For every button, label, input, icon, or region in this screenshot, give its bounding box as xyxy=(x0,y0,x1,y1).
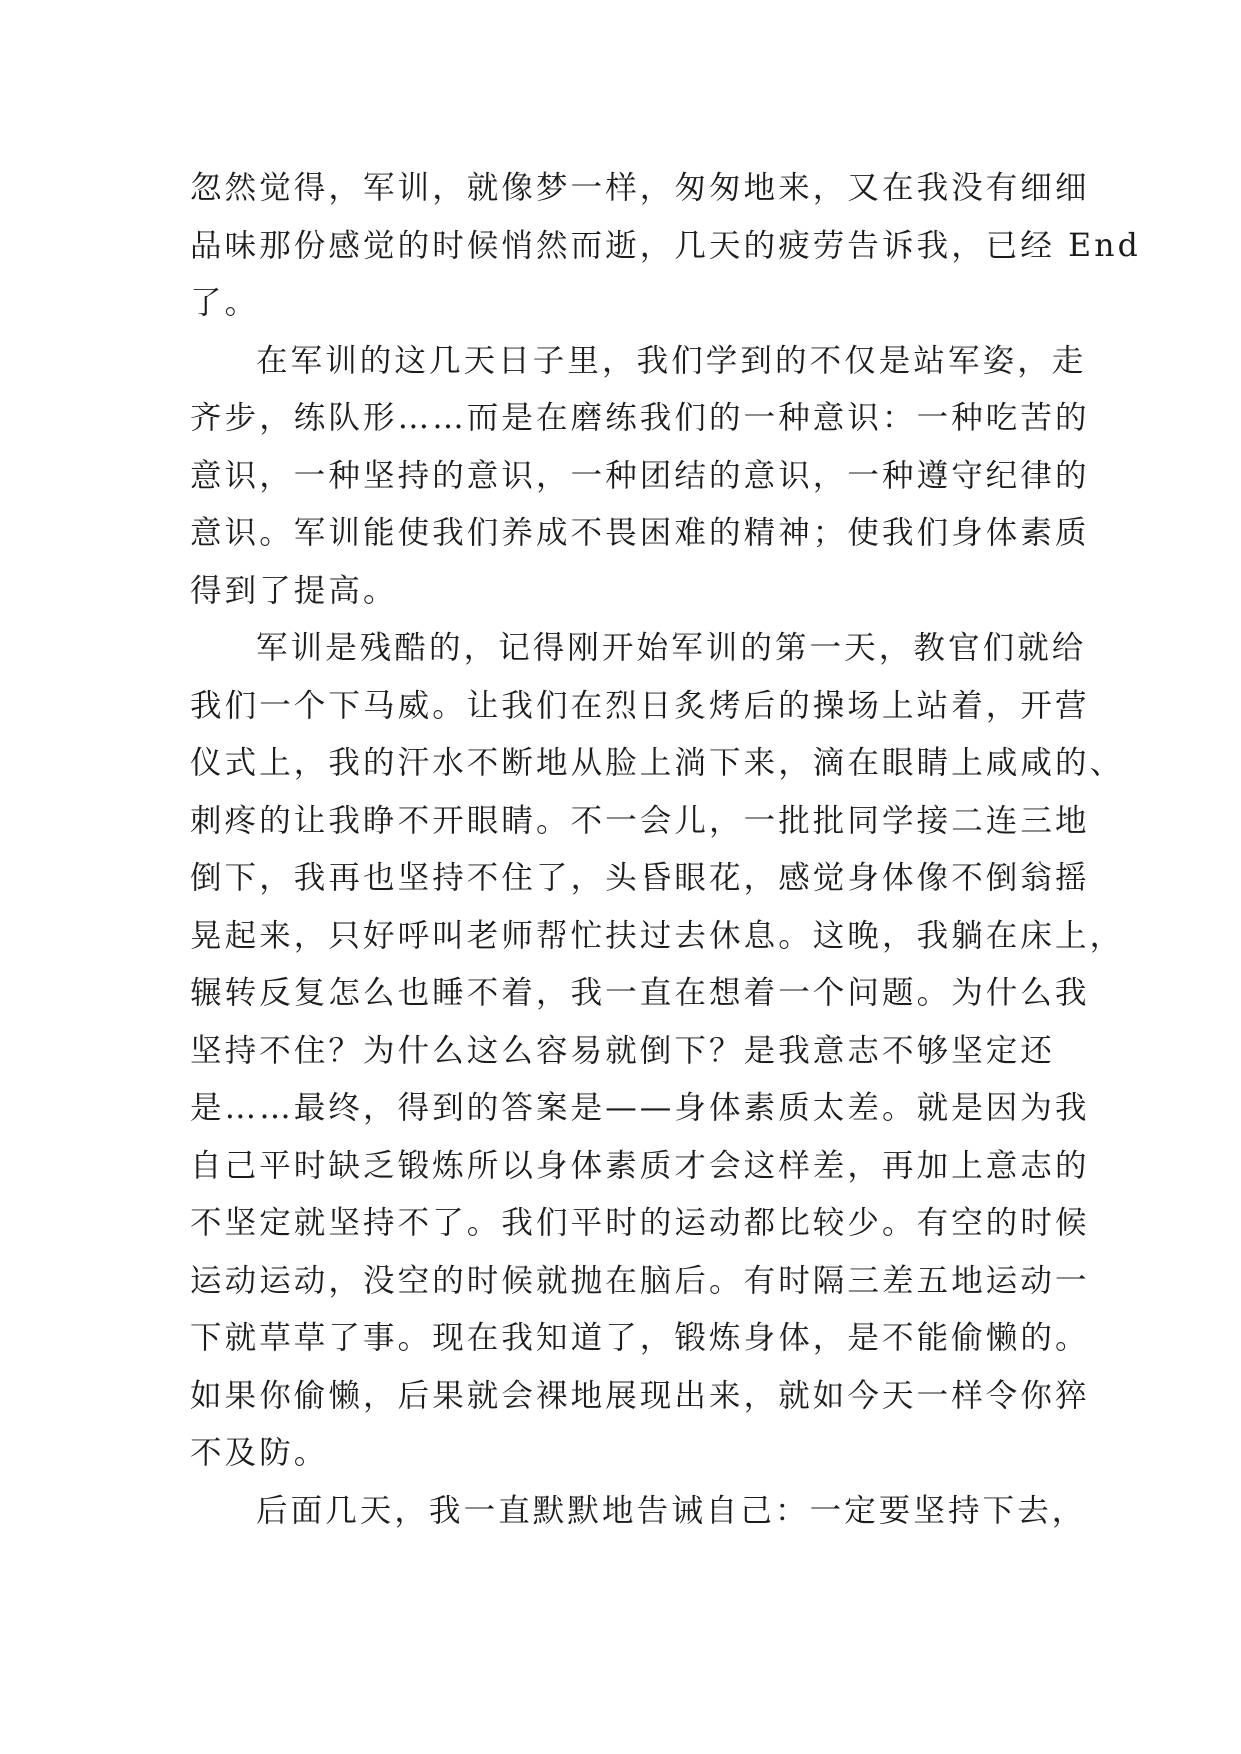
text-line: 辗转反复怎么也睡不着，我一直在想着一个问题。为什么我 xyxy=(190,975,1090,1011)
paragraph-1 xyxy=(190,160,1141,333)
text-line: 意识，一种坚持的意识，一种团结的意识，一种遵守纪律的 xyxy=(190,457,1090,494)
paragraph-3 xyxy=(190,620,1125,1483)
text-line: 在军训的这几天日子里，我们学到的不仅是站军姿，走 xyxy=(256,342,1087,379)
text-line: 是……最终，得到的答案是——身体素质太差。就是因为我 xyxy=(190,1090,1090,1126)
text-line: 不及防。 xyxy=(190,1435,329,1471)
text-line: 下就草草了事。现在我知道了，锻炼身体，是不能偷懒的。 xyxy=(190,1320,1090,1356)
text-line: 刺疼的让我睁不开眼睛。不一会儿，一批批同学接二连三地 xyxy=(190,802,1090,839)
text-line: 后面几天，我一直默默地告诫自己：一定要坚持下去， xyxy=(256,1492,1087,1529)
text-line: 品味那份感觉的时候悄然而逝，几天的疲劳告诉我，已经 End xyxy=(190,227,1141,264)
text-line: 我们一个下马威。让我们在烈日炙烤后的操场上站着，开营 xyxy=(190,687,1090,724)
paragraph-2 xyxy=(190,333,1090,621)
text-line: 自己平时缺乏锻炼所以身体素质才会这样差，再加上意志的 xyxy=(190,1147,1090,1184)
text-line: 坚持不住？为什么这么容易就倒下？是我意志不够坚定还 xyxy=(190,1032,1056,1069)
text-line: 忽然觉得，军训，就像梦一样，匆匆地来，又在我没有细细 xyxy=(190,170,1090,206)
text-line: 倒下，我再也坚持不住了，头昏眼花，感觉身体像不倒翁摇 xyxy=(190,860,1090,896)
text-line: 如果你偷懒，后果就会裸地展现出来，就如今天一样令你猝 xyxy=(190,1377,1090,1414)
text-line: 运动运动，没空的时候就抛在脑后。有时隔三差五地运动一 xyxy=(190,1262,1090,1299)
text-line: 不坚定就坚持不了。我们平时的运动都比较少。有空的时候 xyxy=(190,1205,1090,1241)
essay-body xyxy=(190,160,1141,1540)
text-line: 仪式上，我的汗水不断地从脸上淌下来，滴在眼睛上咸咸的、 xyxy=(190,745,1125,781)
text-line: 得到了提高。 xyxy=(190,572,398,609)
text-line: 意识。军训能使我们养成不畏困难的精神；使我们身体素质 xyxy=(190,515,1090,551)
paragraph-4 xyxy=(190,1483,1087,1541)
text-line: 晃起来，只好呼叫老师帮忙扶过去休息。这晚，我躺在床上， xyxy=(190,917,1125,954)
text-line: 了。 xyxy=(190,285,260,321)
text-line: 军训是残酷的，记得刚开始军训的第一天，教官们就给 xyxy=(256,630,1087,666)
text-line: 齐步，练队形……而是在磨练我们的一种意识：一种吃苦的 xyxy=(190,400,1090,436)
